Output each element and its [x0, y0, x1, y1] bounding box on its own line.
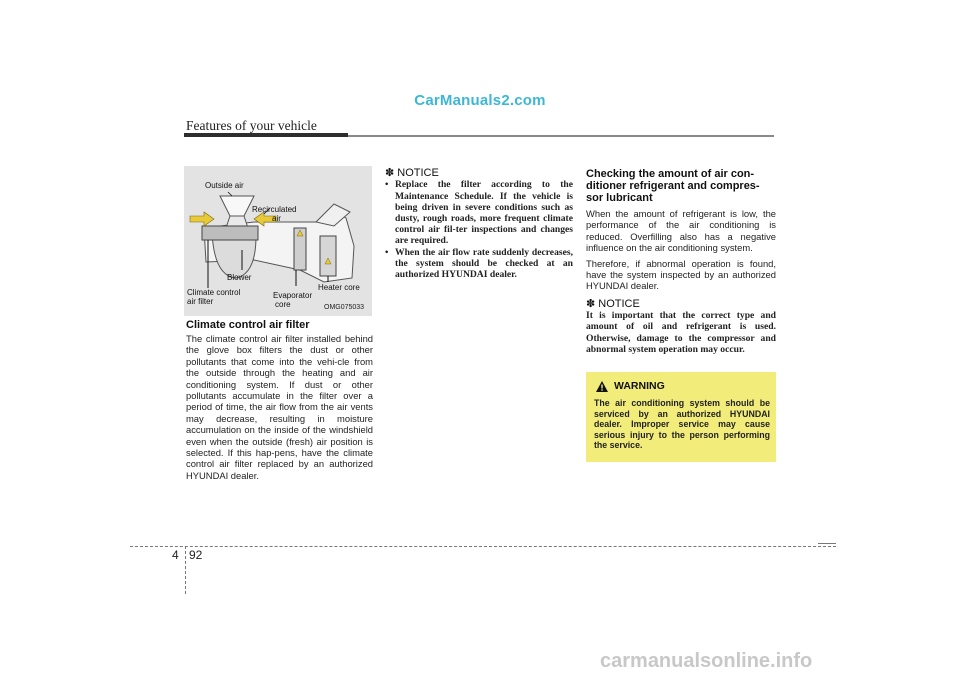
notice-list	[385, 179, 573, 280]
refrigerant-paragraph-1: When the amount of refrigerant is low, the performance of the air conditioning is reduced. Overfilling also has a negative influence on the air conditioning system.	[586, 208, 776, 254]
notice-star-icon: ✽	[586, 297, 596, 310]
middle-column	[385, 168, 573, 280]
notice-item-text: When the air flow rate suddenly decreases, the system should be checked at an authorized HYUNDAI dealer.	[395, 246, 573, 281]
label-filter-line2: air filter	[187, 297, 214, 306]
left-column	[186, 319, 373, 481]
filter-paragraph: The climate control air filter installed behind the glove box filters the dust or other pollutants that come into the vehi-cle from the outside through the heating and air conditioning system. If dust or other pollutants accumulate in the filter over a period of time, the air flow from the air vents may decrease, resulting in moisture accumulation on the inside of the windshield even when the outside (fresh) air position is selected. If this hap-pens, have the climate control air filter replaced by an authorized HYUNDAI dealer.	[186, 333, 373, 481]
notice-item	[385, 247, 573, 281]
watermark-bottom: carmanualsonline.info	[600, 650, 813, 672]
page-number: 92	[189, 548, 203, 562]
figure-code: OMG075033	[324, 304, 365, 311]
warning-title: WARNING	[614, 380, 665, 392]
page-chapter: 4	[172, 548, 179, 562]
warning-box	[586, 372, 776, 462]
header-rule-dark	[184, 133, 348, 137]
footer-divider	[185, 546, 186, 594]
label-recirculated-air: air	[272, 214, 281, 223]
warning-header	[596, 380, 665, 392]
notice-title: NOTICE	[397, 167, 439, 179]
bullet-icon: •	[385, 179, 389, 191]
refrigerant-paragraph-2: Therefore, if abnormal operation is found, have the system inspected by an authorized HYUNDAI dealer.	[586, 257, 776, 292]
notice-star-icon: ✽	[385, 167, 395, 179]
notice-heading-2	[586, 299, 776, 310]
label-outside-air: Outside air	[205, 181, 244, 190]
label-blower: Blower	[227, 273, 252, 282]
section-title: Features of your vehicle	[186, 118, 317, 133]
label-heater-core: Heater core	[318, 283, 360, 292]
warning-text: The air conditioning system should be serviced by an authorized HYUNDAI dealer. Improper service may cause serious injury to the person performing the service.	[594, 398, 770, 450]
footer-tick	[818, 543, 836, 544]
label-filter-line1: Climate control	[187, 288, 241, 297]
right-column	[586, 168, 776, 355]
notice-title-2: NOTICE	[598, 297, 640, 310]
filter-heading: Climate control air filter	[186, 319, 310, 331]
footer-rule	[130, 546, 836, 547]
hvac-diagram-figure	[184, 166, 372, 316]
notice-item-text: Replace the filter according to the Maintenance Schedule. If the vehicle is being driven in severe conditions such as dusty, rough roads, more frequent climate control air fil-ter inspections and changes are required.	[395, 179, 573, 247]
notice-item	[385, 179, 573, 246]
refrigerant-heading: Checking the amount of air con-ditioner refrigerant and compres-sor lubricant	[586, 168, 760, 204]
label-evaporator-line1: Evaporator	[273, 291, 313, 300]
label-recirculated: Recirculated	[252, 205, 297, 214]
header-rule-light	[348, 135, 774, 137]
notice-body-2: It is important that the correct type and amount of oil and refrigerant is used. Otherwise, damage to the compressor and abnormal system operation may occur.	[586, 310, 776, 355]
notice-heading	[385, 168, 573, 179]
watermark-top: CarManuals2.com	[414, 92, 546, 109]
bullet-icon: •	[385, 246, 389, 258]
label-evaporator-line2: core	[275, 300, 291, 309]
warning-triangle-icon	[596, 381, 608, 392]
